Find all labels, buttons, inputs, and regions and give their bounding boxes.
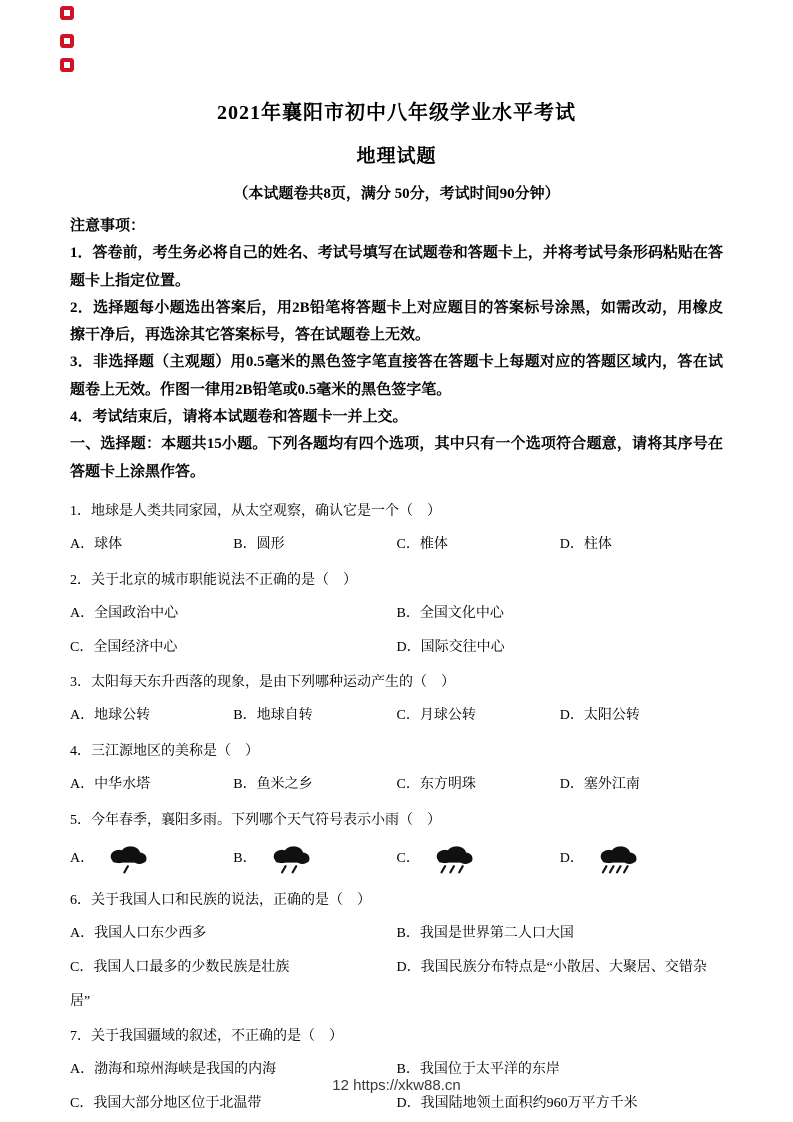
option-c: C．月球公转 xyxy=(396,708,476,724)
red-stamp-icon xyxy=(60,58,74,72)
option-d-label: D． xyxy=(559,851,584,867)
option-d-continuation: 居” xyxy=(70,993,91,1009)
option-a xyxy=(70,845,233,875)
notice-item-2: 2．选择题每小题选出答案后，用2B铅笔将答题卡上对应题目的答案标号涂黑，如需改动，用橡皮擦干净后，再选涂其它答案标号，答在试题卷上无效。 xyxy=(70,299,723,344)
option-c: C．我国人口最多的少数民族是壮族 xyxy=(70,959,290,975)
option-b: B．地球自转 xyxy=(233,708,313,724)
option-b: B．全国文化中心 xyxy=(396,605,504,621)
red-stamp-icon xyxy=(60,6,74,20)
option-a-label: A． xyxy=(70,851,95,867)
exam-subject: 地理试题 xyxy=(356,146,437,167)
exam-title: 2021年襄阳市初中八年级学业水平考试 xyxy=(217,102,576,124)
question-2-options xyxy=(70,605,723,658)
option-c: C．东方明珠 xyxy=(396,777,476,793)
questions-section xyxy=(70,503,723,1114)
question-1-stem: 1．地球是人类共同家园，从太空观察，确认它是一个（ ） xyxy=(70,503,441,519)
notice-item-1: 1．答卷前，考生务必将自己的姓名、考试号填写在试题卷和答题卡上，并将考试号条形码粘贴在答题卡上指定位置。 xyxy=(70,245,723,289)
option-d xyxy=(560,845,723,875)
question-7 xyxy=(70,1028,723,1114)
option-a: A．渤海和琼州海峡是我国的内海 xyxy=(70,1062,277,1078)
question-6 xyxy=(70,892,723,1012)
rainstorm-icon xyxy=(594,845,640,875)
option-d: D．太阳公转 xyxy=(559,708,640,724)
option-d: D．塞外江南 xyxy=(559,777,640,793)
option-b: B．我国是世界第二人口大国 xyxy=(396,925,574,941)
option-b: B．鱼米之乡 xyxy=(233,777,313,793)
question-6-options xyxy=(70,925,723,978)
corner-marks xyxy=(60,6,74,86)
option-d: D．柱体 xyxy=(559,536,612,552)
question-3 xyxy=(70,674,723,726)
option-d: D．国际交往中心 xyxy=(396,639,505,655)
question-7-stem: 7．关于我国疆域的叙述，不正确的是（ ） xyxy=(70,1029,343,1045)
red-stamp-icon xyxy=(60,34,74,48)
notices-header: 注意事项： xyxy=(70,218,146,234)
option-d: D．我国民族分布特点是“小散居、大聚居、交错杂 xyxy=(396,959,707,975)
option-a: A．地球公转 xyxy=(70,708,151,724)
option-b: B．我国位于太平洋的东岸 xyxy=(396,1062,560,1078)
question-2-stem: 2．关于北京的城市职能说法不正确的是（ ） xyxy=(70,572,357,588)
question-1 xyxy=(70,503,723,555)
light-rain-icon xyxy=(104,845,150,875)
question-3-options xyxy=(70,707,723,726)
question-4-stem: 4．三江源地区的美称是（ ） xyxy=(70,744,259,760)
heavy-rain-icon xyxy=(430,845,476,875)
exam-meta: （本试题卷共8页，满分 50分，考试时间90分钟） xyxy=(233,186,560,202)
option-b xyxy=(233,845,396,875)
notice-item-4: 4．考试结束后，请将本试题卷和答题卡一并上交。 xyxy=(70,409,408,426)
question-4 xyxy=(70,743,723,795)
option-c xyxy=(397,845,560,875)
option-b-label: B． xyxy=(233,851,257,867)
option-a: A．全国政治中心 xyxy=(70,605,179,621)
option-a: A．中华水塔 xyxy=(70,777,151,793)
question-5 xyxy=(70,812,723,875)
option-a: A．球体 xyxy=(70,536,123,552)
option-c-label: C． xyxy=(396,851,420,867)
question-2 xyxy=(70,572,723,658)
question-1-options xyxy=(70,536,723,555)
question-6-stem: 6．关于我国人口和民族的说法，正确的是（ ） xyxy=(70,892,371,908)
notice-item-3: 3．非选择题（主观题）用0.5毫米的黑色签字笔直接答在答题卡上每题对应的答题区域内，答在试题卷上无效。作图一律用2B铅笔或0.5毫米的黑色签字笔。 xyxy=(70,354,723,398)
page-footer: 12 https://xkw88.cn xyxy=(332,1077,461,1094)
question-5-options xyxy=(70,845,723,875)
option-c: C．我国大部分地区位于北温带 xyxy=(70,1096,262,1112)
question-3-stem: 3．太阳每天东升西落的现象，是由下列哪种运动产生的（ ） xyxy=(70,675,455,691)
notices-block xyxy=(70,213,723,431)
option-b: B．圆形 xyxy=(233,536,285,552)
option-d: D．我国陆地领土面积约960万平方千米 xyxy=(396,1096,638,1112)
question-4-options xyxy=(70,776,723,795)
question-5-stem: 5．今年春季，襄阳多雨。下列哪个天气符号表示小雨（ ） xyxy=(70,812,441,828)
moderate-rain-icon xyxy=(267,845,313,875)
option-a: A．我国人口东少西多 xyxy=(70,925,207,941)
section1-header: 一、选择题：本题共15小题。下列各题均有四个选项，其中只有一个选项符合题意，请将其序号在答题卡上涂黑作答。 xyxy=(70,436,723,480)
option-c: C．全国经济中心 xyxy=(70,639,178,655)
option-c: C．椎体 xyxy=(396,536,448,552)
